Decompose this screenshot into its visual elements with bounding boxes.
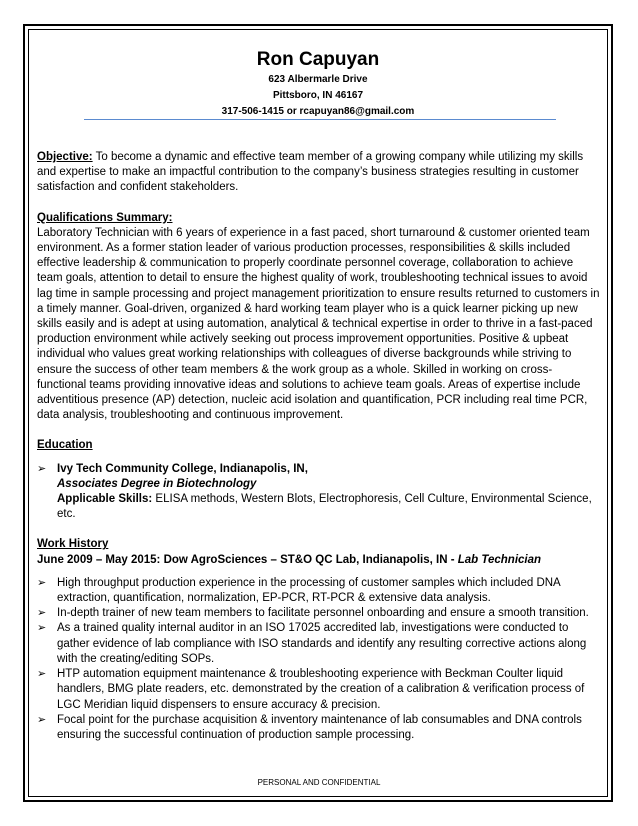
- objective-title: Objective:: [37, 151, 93, 163]
- work-bullet-text: Focal point for the purchase acquisition & inventory maintenance of lab consumables and DNA controls ensuring the successful continuation of production sample processing.: [57, 713, 582, 741]
- job-dates-employer: June 2009 – May 2015: Dow AgroSciences – ST&O QC Lab, Indianapolis, IN -: [37, 553, 458, 566]
- arrow-bullet-icon: ➢: [37, 668, 47, 681]
- work-history-title: Work History: [37, 538, 109, 551]
- job-position: [37, 553, 600, 568]
- objective-section: [37, 150, 600, 196]
- education-item: [37, 462, 600, 523]
- resume-header: [28, 48, 608, 120]
- work-bullet: [37, 621, 600, 667]
- degree-name: Associates Degree in Biotechnology: [57, 477, 257, 490]
- arrow-bullet-icon: ➢: [37, 713, 47, 726]
- arrow-bullet-icon: ➢: [37, 607, 47, 620]
- arrow-bullet-icon: ➢: [37, 462, 47, 475]
- work-bullet: [37, 713, 600, 743]
- footer-confidential: PERSONAL AND CONFIDENTIAL: [257, 778, 381, 787]
- skills-label: Applicable Skills:: [57, 493, 153, 506]
- street-address: 623 Albermarle Drive: [268, 74, 368, 85]
- candidate-name: Ron Capuyan: [256, 49, 380, 70]
- arrow-bullet-icon: ➢: [37, 622, 47, 635]
- work-bullet: [37, 667, 600, 713]
- applicable-skills: [57, 492, 600, 522]
- work-bullet-text: HTP automation equipment maintenance & troubleshooting experience with Beckman Coulter liquid handlers, BMG plate readers, etc. demonstrated by the creation of a calibration & verification process of LGC Meridian liquid dispensers to ensure accuracy & precision.: [57, 668, 585, 711]
- city-state-zip: Pittsboro, IN 46167: [272, 90, 364, 101]
- qualifications-text: Laboratory Technician with 6 years of experience in a fast paced, short turnaround & customer oriented team environment. As a former station leader of various production processes, responsibilities & skills included effective leadership & communication to properly coordinate personnel coverage, collaboration to achieve team goals, attention to detail to ensure the highest quality of work, troubleshooting technical issues to avoid lag time in sample processing and project management prioritization to ensure results returned to customers in a timely manner. Goal-driven, organized & hard working team player who is a quick learner picking up new skills easily and is adept at using automation, analytical & technical expertise in order to thrive in a fast-paced production environment while actively seeking out process improvement opportunities. Positive & upbeat individual who values great working relationships with colleagues of diverse backgrounds while striving to ensure the success of other team members & the work group as a whole. Skilled in working on cross-functional teams providing innovative ideas and solutions to achieve team goals. Areas of expertise include adventitious presence (AP) detection, nucleic acid isolation and quantification, PCR including real time PCR, data analysis, troubleshooting and continuous improvement.: [37, 226, 600, 422]
- header-divider: [84, 119, 556, 120]
- school-name: Ivy Tech Community College, Indianapolis, IN,: [57, 462, 308, 475]
- work-bullet-text: High throughput production experience in the processing of customer samples which included DNA extraction, quantification, normalization, EP-PCR, RT-PCR & extensive data analysis.: [57, 576, 561, 605]
- qualifications-title: Qualifications Summary:: [37, 211, 173, 224]
- arrow-bullet-icon: ➢: [37, 576, 47, 589]
- job-role: Lab Technician: [457, 553, 542, 566]
- objective-text: To become a dynamic and effective team member of a growing company while utilizing my skills and expertise to make an impactful contribution to the company’s business strategies resulting in customer satisfaction and confident stakeholders.: [37, 151, 584, 194]
- work-bullet-text: In-depth trainer of new team members to facilitate personnel onboarding and ensure a smooth transition.: [57, 607, 589, 620]
- work-bullet: [37, 606, 600, 621]
- contact-info: 317-506-1415 or rcapuyan86@gmail.com: [221, 106, 415, 117]
- skills-text: ELISA methods, Western Blots, Electrophoresis, Cell Culture, Environmental Science, etc.: [57, 493, 592, 521]
- work-bullet: [37, 576, 600, 606]
- resume-body: [37, 150, 600, 743]
- work-bullet-text: As a trained quality internal auditor in an ISO 17025 accredited lab, investigations were conducted to gather evidence of lab compliance with ISO standards and identify any resulting corrective actions along with the creating/editing SOPs.: [57, 622, 587, 665]
- education-title: Education: [37, 439, 93, 452]
